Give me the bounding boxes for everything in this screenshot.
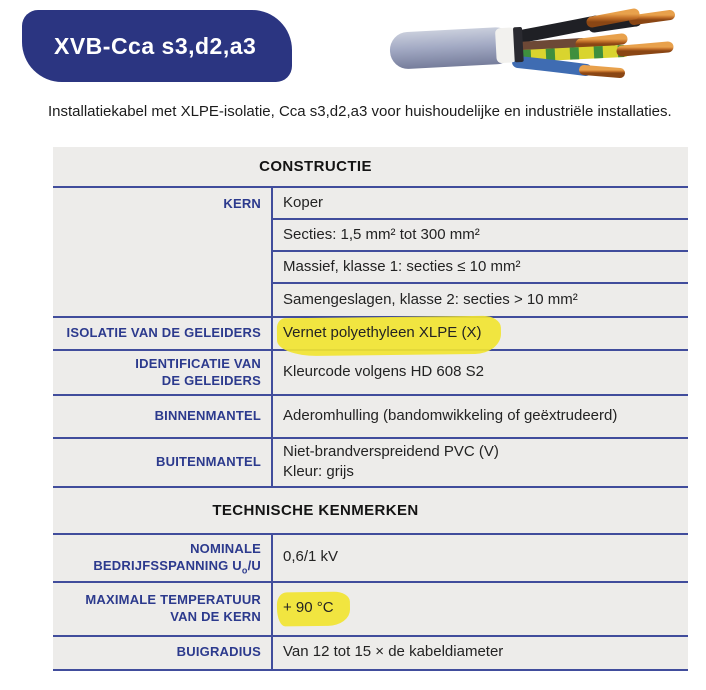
nominale-label-suffix: /U (247, 557, 261, 573)
row-label-kern: KERN (53, 188, 273, 316)
row-label-binnenmantel: BINNENMANTEL (53, 396, 273, 437)
table-cell-kern-solid: Massief, klasse 1: secties ≤ 10 mm² (273, 252, 688, 284)
section-header-constructie (53, 147, 688, 188)
nominale-label-line2 (93, 558, 261, 575)
row-values-kern (273, 188, 688, 316)
table-row-kern (53, 188, 688, 318)
table-row-maximale (53, 583, 688, 637)
section-title-technisch: TECHNISCHE KENMERKEN (212, 501, 419, 519)
row-label-line2: DE GELEIDERS (161, 372, 261, 388)
row-label-buitenmantel: BUITENMANTEL (53, 439, 273, 486)
buitenmantel-line1: Niet-brandverspreidend PVC (V) (283, 443, 499, 460)
table-cell-buigradius: Van 12 tot 15 × de kabeldiameter (283, 643, 504, 661)
row-label-buigradius: BUIGRADIUS (53, 637, 273, 669)
product-title: XVB-Cca s3,d2,a3 (54, 32, 257, 59)
table-cell-nominale: 0,6/1 kV (283, 548, 339, 566)
table-row-isolatie (53, 318, 688, 351)
table-cell-identificatie: Kleurcode volgens HD 608 S2 (283, 363, 484, 381)
highlighted-value-maximale: + 90 °C (283, 598, 334, 618)
row-label-maximale (53, 583, 273, 635)
maximale-label-line2: VAN DE KERN (170, 608, 261, 624)
table-cell-maximale (273, 583, 688, 635)
table-row-buigradius (53, 637, 688, 671)
table-cell-kern-stranded: Samengeslagen, klasse 2: secties > 10 mm² (283, 290, 578, 308)
row-label-nominale (53, 535, 273, 581)
cable-illustration (384, 3, 706, 97)
maximale-label-line1: MAXIMALE TEMPERATUUR (85, 591, 261, 607)
table-cell-buitenmantel (273, 439, 688, 486)
product-title-badge (22, 10, 292, 82)
nominale-label-subscript: o (241, 565, 248, 576)
table-row-identificatie (53, 351, 688, 396)
table-cell-kern-material: Koper (273, 188, 688, 220)
row-label-line1: IDENTIFICATIE VAN (135, 355, 261, 371)
buitenmantel-line2: Kleur: grijs (283, 463, 354, 481)
row-label-identificatie (53, 351, 273, 394)
row-label-isolatie: ISOLATIE VAN DE GELEIDERS (53, 318, 273, 349)
table-cell-isolatie (273, 318, 688, 349)
highlighted-value-isolatie: Vernet polyethyleen XLPE (X) (283, 323, 481, 343)
table-row-nominale (53, 535, 688, 583)
nominale-label-line1: NOMINALE (190, 540, 261, 556)
section-header-technisch (53, 488, 688, 535)
table-cell-kern-sections: Secties: 1,5 mm² tot 300 mm² (273, 220, 688, 252)
nominale-label-prefix: BEDRIJFSSPANNING U (93, 557, 242, 573)
section-title-constructie: CONSTRUCTIE (259, 158, 372, 175)
intro-text: Installatiekabel met XLPE-isolatie, Cca s3,d2,a3 voor huishoudelijke en industriële installaties. (48, 103, 672, 120)
cable-photo-image (384, 3, 706, 97)
table-row-binnenmantel (53, 396, 688, 439)
table-cell-binnenmantel: Aderomhulling (bandomwikkeling of geëxtrudeerd) (283, 407, 618, 425)
table-row-buitenmantel (53, 439, 688, 488)
spec-table (53, 147, 688, 671)
